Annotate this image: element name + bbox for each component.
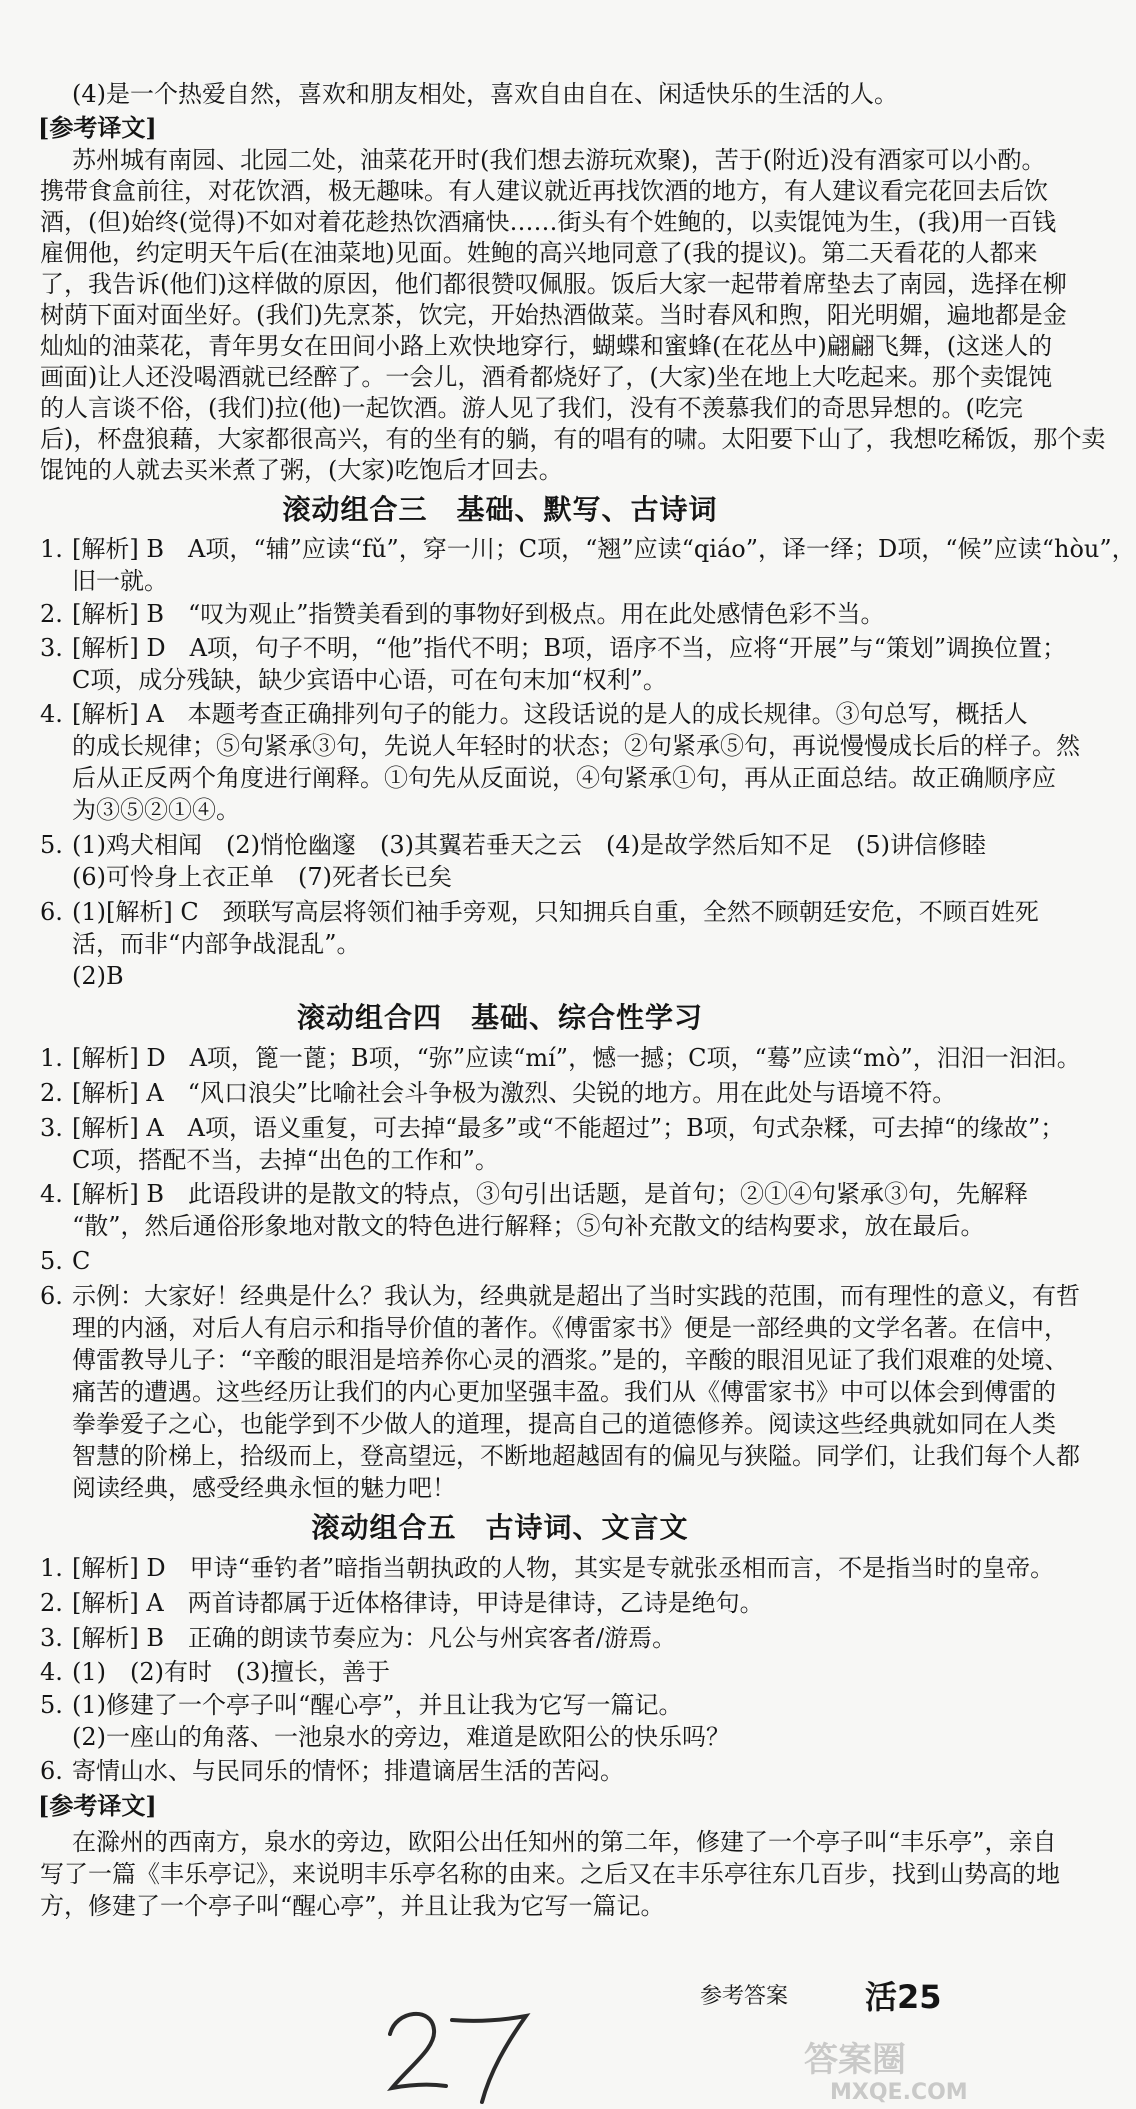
item-number: 4. <box>40 1658 63 1686</box>
section-title-4: 滚动组合四 基础、综合性学习 <box>296 1001 703 1034</box>
section-title-5: 滚动组合五 古诗词、文言文 <box>311 1511 689 1544</box>
translation-line: 方，修建了一个亭子叫“醒心亭”，并且让我为它写一篇记。 <box>40 1892 665 1920</box>
item-text: (1)鸡犬相闻 (2)悄怆幽邃 (3)其翼若垂天之云 (4)是故学然后知不足 (5)讲信修睦 <box>72 831 986 859</box>
item-text: 后从正反两个角度进行阐释。①句先从反面说，④句紧承①句，再从正面总结。故正确顺序应 <box>72 764 1056 792</box>
answer-item <box>40 1112 1065 1144</box>
item-text: 寄情山水、与民同乐的情怀；排遣谪居生活的苦闷。 <box>72 1757 624 1785</box>
item-text: [解析] D 甲诗“垂钓者”暗指当朝执政的人物，其实是专就张丞相而言，不是指当时的皇帝。 <box>72 1554 1055 1582</box>
answer-item <box>40 1622 1000 1654</box>
item-number: 3. <box>40 1624 63 1652</box>
item-text: C <box>72 1247 91 1275</box>
item-text: 活，而非“内部争战混乱”。 <box>72 930 361 958</box>
item-text: 傅雷教导儿子：“辛酸的眼泪是培养你心灵的酒浆。”是的，辛酸的眼泪见证了我们艰难的处境、 <box>72 1346 1069 1374</box>
item-text: (1)[解析] C 颈联写高层将领们袖手旁观，只知拥兵自重，全然不顾朝廷安危，不顾百姓死 <box>72 898 1039 926</box>
item-number: 6. <box>40 898 63 926</box>
answer-item <box>40 1656 1000 1688</box>
answer-item <box>40 1245 1000 1277</box>
translation-line: 画面)让人还没喝酒就已经醉了。一会儿，酒肴都烧好了，(大家)坐在地上大吃起来。那个卖馄饨 <box>40 363 1053 391</box>
item-text: “散”，然后通俗形象地对散文的特色进行解释；⑤句补充散文的结构要求，放在最后。 <box>72 1212 985 1240</box>
item-text: (1)修建了一个亭子叫“醒心亭”，并且让我为它写一篇记。 <box>72 1691 683 1719</box>
answer-item <box>40 1280 1080 1312</box>
answer-item <box>40 1587 1000 1619</box>
translation-line: 了，我告诉(他们)这样做的原因，他们都很赞叹佩服。饭后大家一起带着席垫去了南园，选择在柳 <box>40 270 1067 298</box>
footer-label: 参考答案 <box>700 1984 789 2009</box>
translation-line: 灿灿的油菜花，青年男女在田间小路上欢快地穿行，蝴蝶和蜜蜂(在花丛中)翩翩飞舞，(这迷人的 <box>40 332 1053 360</box>
answer-item <box>40 1552 1055 1584</box>
item-number: 5. <box>40 1247 63 1275</box>
answer-item <box>40 1077 1000 1109</box>
section-title-3: 滚动组合三 基础、默写、古诗词 <box>282 493 718 526</box>
item-text: 为③⑤②①④。 <box>72 796 240 824</box>
item-text: [解析] B A项，“辅”应读“fǔ”，穿一川；C项，“翘”应读“qiáo”，译一绎；D项，“候”应读“hòu”， <box>72 535 1136 563</box>
answer-item <box>40 1178 1028 1210</box>
item-number: 1. <box>40 1554 63 1582</box>
item-number: 3. <box>40 1114 63 1142</box>
item-text: [解析] D A项，篦一蓖；B项，“弥”应读“mí”，憾一撼；C项，“蓦”应读“mò”，汨汨一汩汩。 <box>72 1044 1081 1072</box>
item-text: 理的内涵，对后人有启示和指导价值的著作。《傅雷家书》便是一部经典的文学名著。在信中， <box>72 1314 1068 1342</box>
item-number: 2. <box>40 600 63 628</box>
item-text: [解析] B “叹为观止”指赞美看到的事物好到极点。用在此处感情色彩不当。 <box>72 600 885 628</box>
item-number: 4. <box>40 700 63 728</box>
item-number: 2. <box>40 1589 63 1617</box>
answer-item <box>40 598 1000 630</box>
handwritten-number-drawing <box>380 2000 540 2105</box>
item-text: (2)一座山的角落、一池泉水的旁边，难道是欧阳公的快乐吗？ <box>72 1723 730 1751</box>
answer-item <box>40 1755 1000 1787</box>
item-text: [解析] A 本题考查正确排列句子的能力。这段话说的是人的成长规律。③句总写，概括人 <box>72 700 1028 728</box>
item-text: C项，成分残缺，缺少宾语中心语，可在句末加“权利”。 <box>72 666 667 694</box>
item-number: 1. <box>40 1044 63 1072</box>
translation-line: 在滁州的西南方，泉水的旁边，欧阳公出任知州的第二年，修建了一个亭子叫“丰乐亭”，亲自 <box>72 1828 1057 1856</box>
item-number: 6. <box>40 1757 63 1785</box>
page-number: 活25 <box>865 1978 942 2016</box>
item-text: [解析] B 正确的朗读节奏应为：凡公与州宾客者/游焉。 <box>72 1624 677 1652</box>
item-text: [解析] A “风口浪尖”比喻社会斗争极为激烈、尖锐的地方。用在此处与语境不符。 <box>72 1079 957 1107</box>
translation-line: 写了一篇《丰乐亭记》，来说明丰乐亭名称的由来。之后又在丰乐亭往东几百步，找到山势高的地 <box>40 1860 1060 1888</box>
translation-line: 树荫下面对面坐好。(我们)先烹茶，饮完，开始热酒做菜。当时春风和煦，阳光明媚，遍地都是金 <box>40 301 1067 329</box>
reference-translation-label: [参考译文] <box>38 113 157 142</box>
translation-line: 酒，(但)始终(觉得)不如对着花趁热饮酒痛快……街头有个姓鲍的，以卖馄饨为生，(我)用一百钱 <box>40 208 1057 236</box>
item-text: 旧一就。 <box>72 567 168 595</box>
item-number: 6. <box>40 1282 63 1310</box>
item-text: 示例：大家好！经典是什么？我认为，经典就是超出了当时实践的范围，而有理性的意义，有哲 <box>72 1282 1080 1310</box>
item-text: (1) (2)有时 (3)擅长，善于 <box>72 1658 390 1686</box>
item-text: [解析] A 两首诗都属于近体格律诗，甲诗是律诗，乙诗是绝句。 <box>72 1589 764 1617</box>
item-text: 智慧的阶梯上，拾级而上，登高望远，不断地超越固有的偏见与狭隘。同学们，让我们每个人都 <box>72 1442 1080 1470</box>
svg-text:答案圈: 答案圈 <box>804 2040 906 2080</box>
item-number: 5. <box>40 1691 63 1719</box>
answer-item-4: (4)是一个热爱自然，喜欢和朋友相处，喜欢自由自在、闲适快乐的生活的人。 <box>72 80 898 108</box>
translation-line: 雇佣他，约定明天午后(在油菜地)见面。姓鲍的高兴地同意了(我的提议)。第二天看花的人都来 <box>40 239 1038 267</box>
reference-translation-label: [参考译文] <box>38 1791 157 1820</box>
svg-text:MXQE.COM: MXQE.COM <box>830 2080 968 2105</box>
item-text: [解析] A A项，语义重复，可去掉“最多”或“不能超过”；B项，句式杂糅，可去掉“的缘故”； <box>72 1114 1065 1142</box>
item-number: 4. <box>40 1180 63 1208</box>
item-number: 5. <box>40 831 63 859</box>
translation-line: 后)，杯盘狼藉，大家都很高兴，有的坐有的躺，有的唱有的啸。太阳要下山了，我想吃稀饭，那个卖 <box>40 425 1106 453</box>
item-number: 2. <box>40 1079 63 1107</box>
item-text: 的成长规律；⑤句紧承③句，先说人年轻时的状态；②句紧承⑤句，再说慢慢成长后的样子。然 <box>72 732 1080 760</box>
answer-item <box>40 1689 1000 1721</box>
item-text: 拳拳爱子之心，也能学到不少做人的道理，提高自己的道德修养。阅读这些经典就如同在人类 <box>72 1410 1056 1438</box>
answer-item <box>40 632 1067 664</box>
item-text: 痛苦的遭遇。这些经历让我们的内心更加坚强丰盈。我们从《傅雷家书》中可以体会到傅雷的 <box>72 1378 1056 1406</box>
answer-item <box>40 1042 1081 1074</box>
item-text: (2)B <box>72 962 124 990</box>
answer-item <box>40 896 1039 928</box>
item-text: [解析] B 此语段讲的是散文的特点，③句引出话题，是首句；②①④句紧承③句，先解释 <box>72 1180 1028 1208</box>
translation-line: 携带食盒前往，对花饮酒，极无趣味。有人建议就近再找饮酒的地方，有人建议看完花回去后饮 <box>40 177 1048 205</box>
item-text: (6)可怜身上衣正单 (7)死者长已矣 <box>72 863 452 891</box>
item-number: 1. <box>40 535 63 563</box>
answer-item <box>40 533 1136 565</box>
item-text: 阅读经典，感受经典永恒的魅力吧！ <box>72 1474 456 1502</box>
answer-item <box>40 698 1028 730</box>
item-number: 3. <box>40 634 63 662</box>
answer-item <box>40 829 1000 861</box>
watermark-logo <box>800 2035 995 2105</box>
item-text: [解析] D A项，句子不明，“他”指代不明；B项，语序不当，应将“开展”与“策划”调换位置； <box>72 634 1067 662</box>
translation-line: 苏州城有南园、北园二处，油菜花开时(我们想去游玩欢聚)，苦于(附近)没有酒家可以小酌。 <box>72 146 1046 174</box>
translation-line: 的人言谈不俗，(我们)拉(他)一起饮酒。游人见了我们，没有不羡慕我们的奇思异想的。(吃完 <box>40 394 1023 422</box>
translation-line: 馄饨的人就去买米煮了粥，(大家)吃饱后才回去。 <box>40 456 563 484</box>
item-text: C项，搭配不当，去掉“出色的工作和”。 <box>72 1146 499 1174</box>
